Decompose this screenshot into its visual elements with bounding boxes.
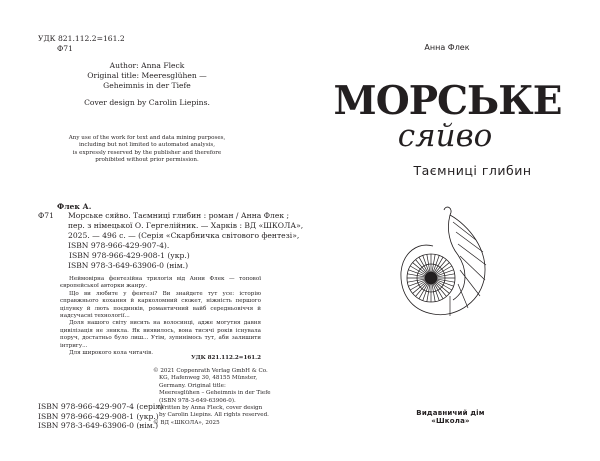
- shell-rib: [407, 279, 425, 282]
- notice-line: including but not limited to automated analysis,: [78, 142, 216, 149]
- notice-line: Any use of the work for text and data mining purposes,: [68, 135, 226, 141]
- catalog-author: Флек А.: [57, 202, 92, 211]
- catalog-line: 2025. — 496 с. — (Серія «Скарбничка світового фентезі»,: [68, 231, 300, 240]
- blurb-paragraph: Доля нашого світу висить на волосинці, адже могутня давня цивілізація не зникла. Як виявилось, вона тисячі років існувала поруч, достатньо було лиш... Утім, зупинімось тут, аби залишити інтригу...: [60, 320, 261, 349]
- copyright-line: Written by Anna Fleck, cover design: [159, 405, 263, 412]
- shell-rib: [407, 274, 425, 277]
- bbk-top: Ф71: [57, 44, 73, 53]
- blurb-paragraph: Що ви любите у фентезі? Ви знайдете тут усе: історію справжнього кохання й карколомний сюжет, ніжність першого цілунку й лють поєдинків, романтичний вайб середньовіччя й надсучасні технології...: [60, 290, 261, 320]
- isbn-line: ISBN 978-3-649-63906-0 (нім.): [38, 421, 159, 430]
- blurb-paragraph: Для широкого кола читачів.: [69, 350, 154, 357]
- cover-design: Cover design by Carolin Liepins.: [84, 98, 210, 107]
- udk-top: УДК 821.112.2=161.2: [38, 34, 125, 43]
- isbn-list: [38, 402, 163, 431]
- notice-line: is expressly reserved by the publisher and therefore: [72, 149, 222, 156]
- tdm-notice: [47, 135, 247, 165]
- copyright-line: (ISBN 978-3-649-63906-0).: [159, 397, 236, 404]
- catalog-entry: [68, 211, 304, 271]
- isbn-line: ISBN 978-966-429-907-4 (серія): [38, 402, 164, 411]
- copyright-line: © 2021 Coppenrath Verlag GmbH & Co.: [153, 368, 268, 374]
- publisher-name: Видавничий дім «Школа»: [416, 409, 485, 425]
- book-title-script: сяйво: [397, 118, 493, 154]
- copyright-line: © ВД «ШКОЛА», 2025: [153, 419, 220, 426]
- book-title: МОРСЬКЕ: [333, 78, 562, 124]
- udk-bottom: УДК 821.112.2=161.2: [191, 355, 261, 361]
- catalog-isbn: ISBN 978-966-429-908-1 (укр.): [69, 251, 190, 260]
- catalog-code: Ф71: [38, 211, 54, 220]
- copyright-line: KG, Hafenweg 30, 48155 Münster,: [159, 375, 258, 382]
- catalog-line: пер. з німецької О. Гергелійник. — Харків : ВД «ШКОЛА»,: [68, 221, 304, 230]
- shell-rib: [427, 254, 430, 272]
- shell-rib: [427, 284, 430, 302]
- credit-line: Geheimnis in der Tiefe: [103, 81, 191, 90]
- catalog-isbn: ISBN 978-3-649-63906-0 (нім.): [68, 261, 189, 270]
- author-name: Анна Флек: [424, 43, 470, 52]
- catalog-line: ISBN 978-966-429-907-4).: [68, 241, 170, 250]
- credit-line: Author: Anna Fleck: [109, 61, 185, 70]
- copyright: [153, 368, 271, 427]
- nautilus-shell-illustration: [398, 200, 493, 322]
- subtitle: Таємниці глибин: [413, 163, 532, 178]
- isbn-line: ISBN 978-966-429-908-1 (укр.): [38, 411, 159, 421]
- copyright-line: Meeresglühen – Geheimnis in der Tiefe: [159, 390, 271, 397]
- copyright-line: Germany. Original title:: [159, 382, 226, 389]
- blurb-paragraph: Неймовірна фентезійна трилогія від Анни Флек — топової європейської авторки жанру.: [60, 276, 261, 290]
- credits: [57, 61, 237, 108]
- notice-line: prohibited without prior permission.: [95, 157, 199, 164]
- copyright-line: by Carolin Liepins. All rights reserved.: [159, 412, 269, 419]
- shell-rib: [432, 284, 435, 302]
- credit-line: Original title: Meeresglühen —: [87, 71, 207, 80]
- shell-rib: [432, 254, 435, 272]
- shell-rib: [437, 274, 455, 277]
- catalog-line: Морське сяйво. Таємниці глибин : роман / Анна Флек ;: [68, 211, 290, 220]
- blurb: [60, 276, 261, 357]
- shell-rib: [437, 279, 455, 282]
